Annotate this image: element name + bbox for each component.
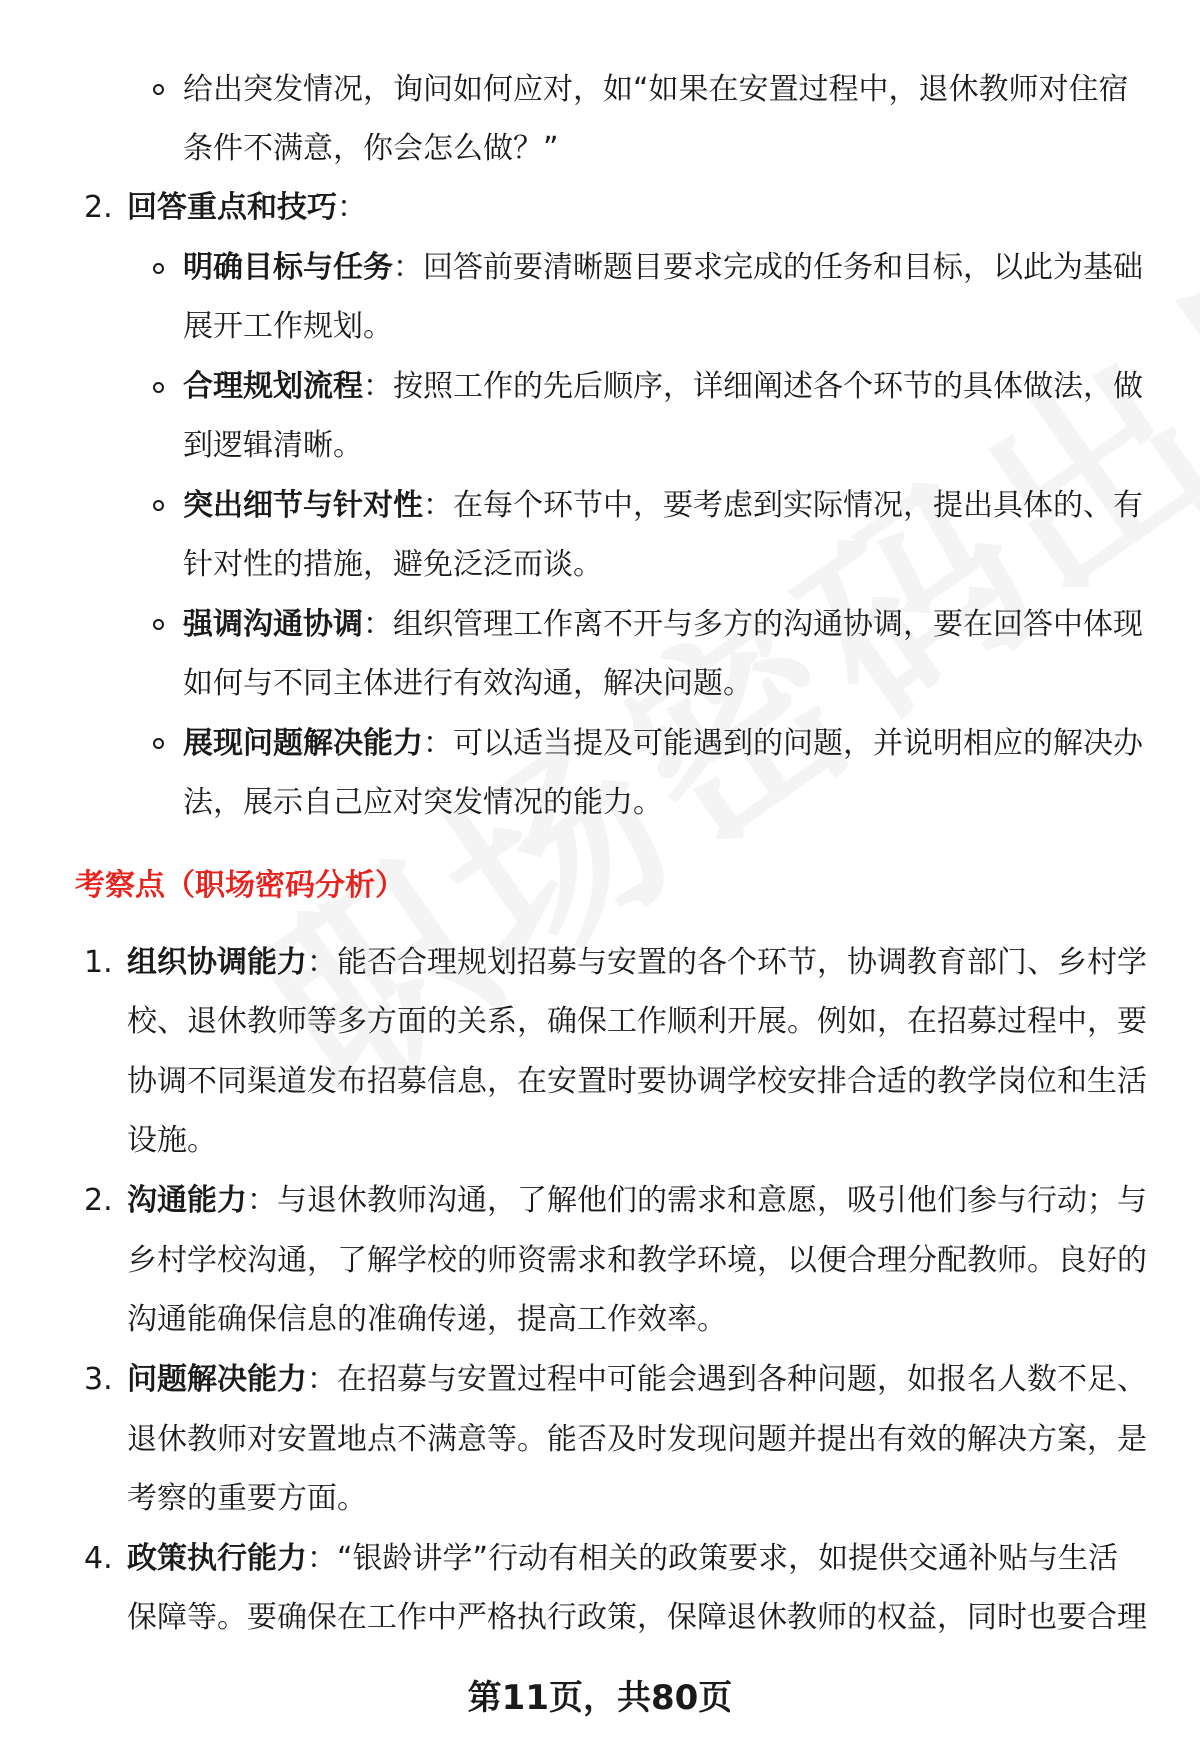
list-item-title: 合理规划流程 <box>183 369 363 404</box>
list-item-colon: ： <box>337 190 367 225</box>
list-item-title: 组织协调能力 <box>127 945 307 980</box>
bullet-icon <box>153 382 164 393</box>
bullet-icon <box>153 738 164 749</box>
list-item-text: 协调不同渠道发布招募信息，在安置时要协调学校安排合适的教学岗位和生活 <box>127 1064 1147 1099</box>
list-item-text: ：能否合理规划招募与安置的各个环节，协调教育部门、乡村学 <box>307 945 1147 980</box>
list-item <box>183 714 1143 774</box>
page-number: 第11页，共80页 <box>467 1678 733 1718</box>
list-item-text: ：“银龄讲学”行动有相关的政策要求，如提供交通补贴与生活 <box>307 1541 1119 1576</box>
list-item-text: ：按照工作的先后顺序，详细阐述各个环节的具体做法，做 <box>363 369 1143 404</box>
bullet-icon <box>153 619 164 630</box>
list-item <box>127 1171 1147 1231</box>
list-item-text: ：回答前要清晰题目要求完成的任务和目标，以此为基础 <box>393 250 1143 285</box>
list-item-text: 给出突发情况，询问如何应对，如“如果在安置过程中，退休教师对住宿 <box>183 72 1129 107</box>
list-item <box>183 238 1143 298</box>
list-item <box>183 595 1143 655</box>
list-item-text: ：可以适当提及可能遇到的问题，并说明相应的解决办 <box>423 726 1143 761</box>
list-number: 2. <box>84 190 113 225</box>
list-item-text: ：与退休教师沟通，了解他们的需求和意愿，吸引他们参与行动；与 <box>247 1183 1147 1218</box>
list-item <box>183 357 1143 417</box>
list-item-title: 展现问题解决能力 <box>183 726 423 761</box>
list-item-text: 到逻辑清晰。 <box>183 428 363 463</box>
list-item-title: 明确目标与任务 <box>183 250 393 285</box>
list-item-text: 法，展示自己应对突发情况的能力。 <box>183 785 663 820</box>
list-item-text: 针对性的措施，避免泛泛而谈。 <box>183 547 603 582</box>
list-item-title: 沟通能力 <box>127 1183 247 1218</box>
list-number: 4. <box>84 1541 113 1576</box>
list-item-text: 保障等。要确保在工作中严格执行政策，保障退休教师的权益，同时也要合理 <box>127 1600 1147 1635</box>
list-item-text: 条件不满意，你会怎么做？” <box>183 131 559 166</box>
list-item-text: 校、退休教师等多方面的关系，确保工作顺利开展。例如，在招募过程中，要 <box>127 1004 1147 1039</box>
list-item-text: 设施。 <box>127 1123 217 1158</box>
list-item <box>127 1350 1147 1410</box>
list-item-title: 突出细节与针对性 <box>183 488 423 523</box>
list-item <box>127 933 1147 993</box>
list-number: 3. <box>84 1362 113 1397</box>
list-item-title: 回答重点和技巧 <box>127 190 337 225</box>
list-item-title: 问题解决能力 <box>127 1362 307 1397</box>
bullet-icon <box>153 263 164 274</box>
list-number: 2. <box>84 1183 113 1218</box>
list-item-text: ：在每个环节中，要考虑到实际情况，提出具体的、有 <box>423 488 1143 523</box>
list-item-text: 乡村学校沟通，了解学校的师资需求和教学环境，以便合理分配教师。良好的 <box>127 1243 1147 1278</box>
list-item-text: ：组织管理工作离不开与多方的沟通协调，要在回答中体现 <box>363 607 1143 642</box>
list-item-text: 如何与不同主体进行有效沟通，解决问题。 <box>183 666 753 701</box>
list-item <box>183 476 1143 536</box>
bullet-icon <box>153 500 164 511</box>
list-item-heading <box>127 178 367 238</box>
list-item-text: 沟通能确保信息的准确传递，提高工作效率。 <box>127 1302 727 1337</box>
list-item-title: 强调沟通协调 <box>183 607 363 642</box>
list-item <box>127 1529 1118 1589</box>
bullet-icon <box>153 84 164 95</box>
list-item-text: ：在招募与安置过程中可能会遇到各种问题，如报名人数不足、 <box>307 1362 1147 1397</box>
list-item-title: 政策执行能力 <box>127 1541 307 1576</box>
list-number: 1. <box>84 945 113 980</box>
list-item-text: 退休教师对安置地点不满意等。能否及时发现问题并提出有效的解决方案，是 <box>127 1422 1147 1457</box>
list-item-text: 展开工作规划。 <box>183 309 393 344</box>
list-item-text: 考察的重要方面。 <box>127 1481 367 1516</box>
section-title: 考察点（职场密码分析） <box>75 868 405 903</box>
